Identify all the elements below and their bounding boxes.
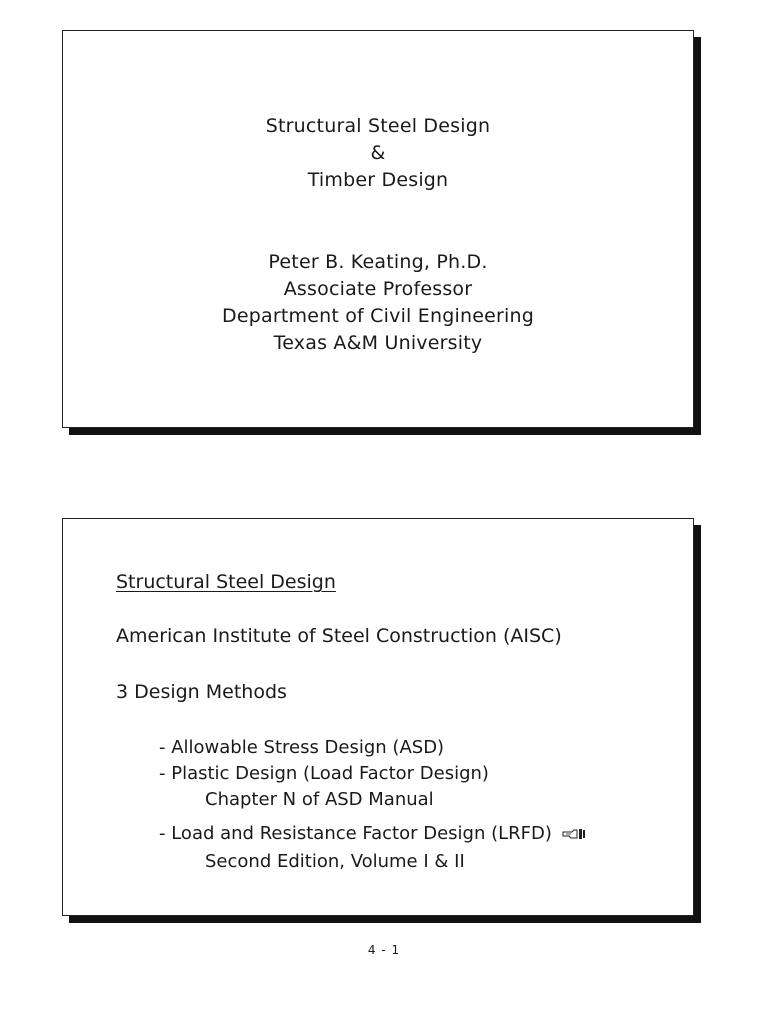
method-item-plastic: - Plastic Design (Load Factor Design) bbox=[159, 763, 489, 784]
title-line-1: Structural Steel Design bbox=[265, 115, 491, 137]
content-slide bbox=[62, 518, 694, 916]
title-slide bbox=[62, 30, 694, 428]
method-item-asd: - Allowable Stress Design (ASD) bbox=[159, 737, 445, 758]
methods-heading: 3 Design Methods bbox=[116, 681, 287, 703]
author-info bbox=[63, 249, 693, 357]
pointing-hand-icon bbox=[562, 828, 586, 840]
slide-heading: Structural Steel Design bbox=[116, 571, 336, 593]
method-item-plastic-note: Chapter N of ASD Manual bbox=[205, 789, 434, 810]
author-title: Associate Professor bbox=[283, 278, 473, 300]
author-department: Department of Civil Engineering bbox=[222, 305, 534, 327]
author-name: Peter B. Keating, Ph.D. bbox=[268, 251, 488, 273]
method-item-lrfd-note: Second Edition, Volume I & II bbox=[205, 851, 465, 872]
page-number: 4 - 1 bbox=[367, 943, 401, 957]
organization-line: American Institute of Steel Construction (AISC) bbox=[116, 625, 562, 647]
slide-title bbox=[63, 113, 693, 194]
title-line-3: Timber Design bbox=[307, 169, 449, 191]
author-university: Texas A&M University bbox=[273, 332, 483, 354]
title-line-2: & bbox=[370, 142, 386, 164]
method-item-lrfd-label: - Load and Resistance Factor Design (LRFD) bbox=[159, 823, 552, 844]
method-item-lrfd bbox=[159, 821, 586, 847]
